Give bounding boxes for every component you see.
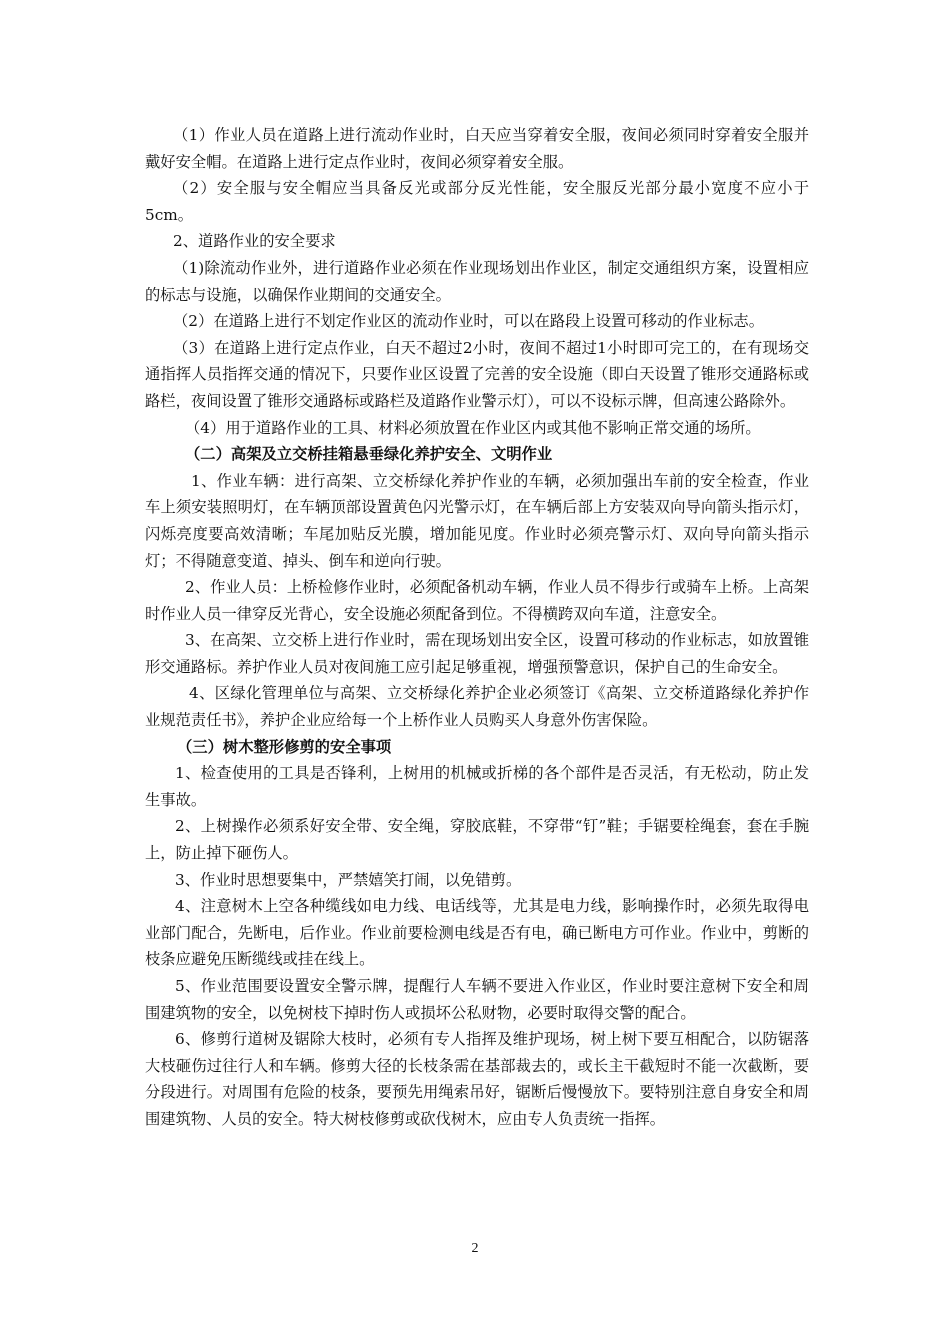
paragraph: 2、作业人员：上桥检修作业时，必须配备机动车辆，作业人员不得步行或骑车上桥。上高架时作业人员一律穿反光背心，安全设施必须配备到位。不得横跨双向车道，注意安全。 bbox=[145, 578, 809, 623]
paragraph: 4、注意树木上空各种缆线如电力线、电话线等，尤其是电力线，影响操作时，必须先取得电业部门配合，先断电，后作业。作业前要检测电线是否有电，确已断电方可作业。作业中，剪断的枝条应避免压断缆线或挂在线上。 bbox=[145, 897, 809, 969]
paragraph: 5、作业范围要设置安全警示牌，提醒行人车辆不要进入作业区，作业时要注意树下安全和周围建筑物的安全，以免树枝下掉时伤人或损坏公私财物，必要时取得交警的配合。 bbox=[145, 977, 809, 1022]
paragraph: （2）在道路上进行不划定作业区的流动作业时，可以在路段上设置可移动的作业标志。 bbox=[173, 312, 765, 331]
paragraph: （1)除流动作业外，进行道路作业必须在作业现场划出作业区，制定交通组织方案，设置相应的标志与设施，以确保作业期间的交通安全。 bbox=[145, 258, 809, 304]
paragraph: 4、区绿化管理单位与高架、立交桥绿化养护企业必须签订《高架、立交桥道路绿化养护作业规范责任书》，养护企业应给每一个上桥作业人员购买人身意外伤害保险。 bbox=[145, 684, 809, 730]
paragraph: （3）在道路上进行定点作业，白天不超过2小时，夜间不超过1小时即可完工的，在有现场交通指挥人员指挥交通的情况下，只要作业区设置了完善的安全设施（即白天设置了锥形交通路标或路栏，夜间设置了锥形交通路标或路栏及道路作业警示灯），可以不设标示牌，但高速公路除外。 bbox=[145, 338, 809, 410]
paragraph: （4）用于道路作业的工具、材料必须放置在作业区内或其他不影响正常交通的场所。 bbox=[185, 418, 761, 437]
paragraph: 1、检查使用的工具是否锋利，上树用的机械或折梯的各个部件是否灵活，有无松动，防止发生事故。 bbox=[145, 764, 809, 809]
paragraph: 3、在高架、立交桥上进行作业时，需在现场划出安全区，设置可移动的作业标志，如放置锥形交通路标。养护作业人员对夜间施工应引起足够重视，增强预警意识，保护自己的生命安全。 bbox=[145, 631, 809, 676]
paragraph: 1、作业车辆：进行高架、立交桥绿化养护作业的车辆，必须加强出车前的安全检查，作业车上须安装照明灯，在车辆顶部设置黄色闪光警示灯，在车辆后部上方安装双向导向箭头指示灯，闪烁亮度要高效清晰；车尾加贴反光膜，增加能见度。作业时必须亮警示灯、双向导向箭头指示灯；不得随意变道、掉头、倒车和逆向行驶。 bbox=[145, 471, 809, 570]
paragraph: 2、上树操作必须系好安全带、安全绳，穿胶底鞋，不穿带“钉”鞋；手锯要栓绳套，套在手腕上，防止掉下砸伤人。 bbox=[145, 817, 809, 863]
paragraph: 6、修剪行道树及锯除大枝时，必须有专人指挥及维护现场，树上树下要互相配合，以防锯落大枝砸伤过往行人和车辆。修剪大径的长枝条需在基部裁去的，或长主干截短时不能一次截断，要分段进行。对周围有危险的枝条，要预先用绳索吊好，锯断后慢慢放下。要特别注意自身安全和周围建筑物、人员的安全。特大树枝修剪或砍伐树木，应由专人负责统一指挥。 bbox=[145, 1030, 809, 1128]
paragraph: （1）作业人员在道路上进行流动作业时，白天应当穿着安全服，夜间必须同时穿着安全服并戴好安全帽。在道路上进行定点作业时，夜间必须穿着安全服。 bbox=[145, 126, 809, 171]
paragraph: 3、作业时思想要集中，严禁嬉笑打闹，以免错剪。 bbox=[175, 870, 522, 889]
document-body bbox=[145, 122, 809, 1133]
page-number: 2 bbox=[471, 1241, 479, 1256]
paragraph: （2）安全服与安全帽应当具备反光或部分反光性能，安全服反光部分最小宽度不应小于5cm。 bbox=[145, 179, 809, 224]
section-heading: （三）树木整形修剪的安全事项 bbox=[177, 737, 392, 756]
paragraph: 2、道路作业的安全要求 bbox=[173, 232, 336, 251]
section-heading: （二）高架及立交桥挂箱悬垂绿化养护安全、文明作业 bbox=[185, 445, 553, 464]
